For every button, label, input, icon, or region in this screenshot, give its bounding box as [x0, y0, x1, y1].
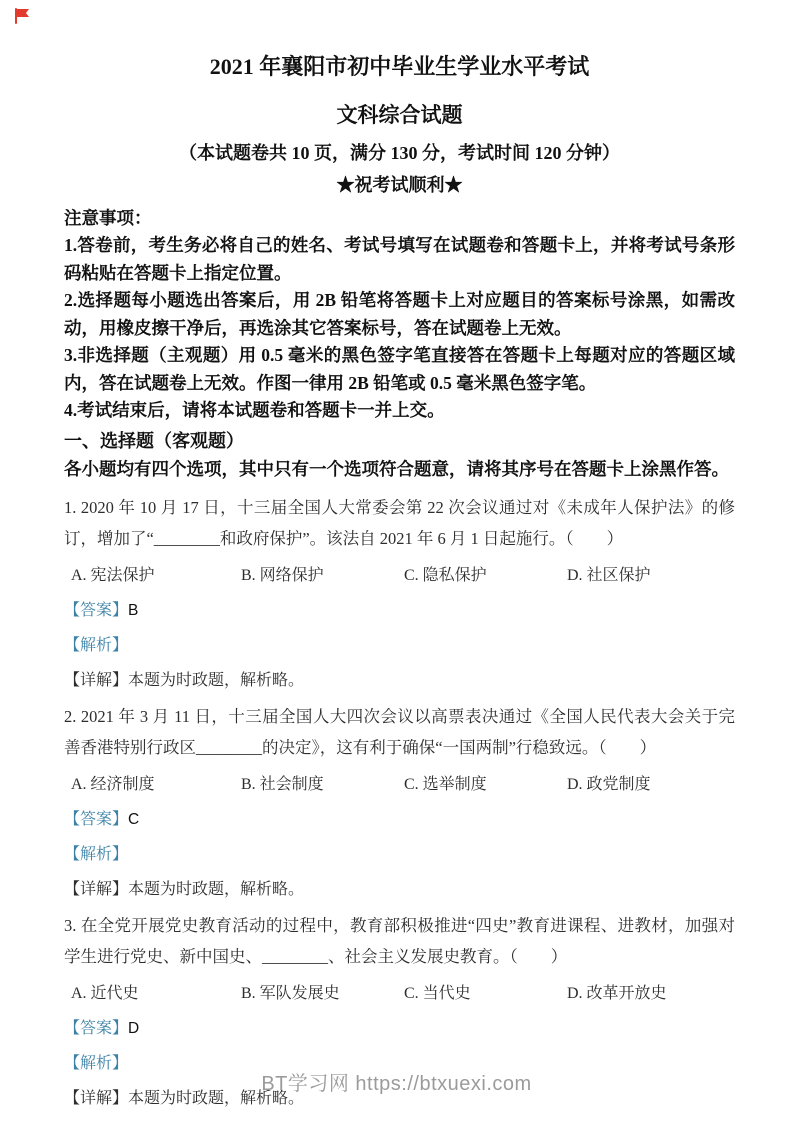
notice-item-1: 1.答卷前，考生务必将自己的姓名、考试号填写在试题卷和答题卡上，并将考试号条形码粘贴在答题卡上指定位置。 — [64, 235, 735, 283]
answer-label: 【答案】 — [64, 1019, 129, 1037]
notice-heading: 注意事项： — [64, 208, 152, 228]
option-b: B. 社会制度 — [241, 775, 324, 793]
question-2 — [64, 701, 735, 901]
notice-item-3: 3.非选择题（主观题）用 0.5 毫米的黑色签字笔直接答在答题卡上每题对应的答题区域内，答在试题卷上无效。作图一律用 2B 铅笔或 0.5 毫米黑色签字笔。 — [64, 345, 735, 393]
answer-row — [64, 809, 735, 831]
option-b: B. 网络保护 — [241, 566, 324, 584]
option-row — [71, 983, 735, 1005]
analysis-label: 【解析】 — [64, 1054, 129, 1072]
answer-value: D — [128, 1019, 140, 1037]
option-c: C. 当代史 — [404, 984, 471, 1002]
section-intro: 各小题均有四个选项，其中只有一个选项符合题意，请将其序号在答题卡上涂黑作答。 — [64, 458, 729, 479]
detail-row — [64, 670, 735, 692]
answer-value: B — [128, 601, 139, 619]
option-d: D. 改革开放史 — [567, 984, 667, 1002]
answer-row — [64, 1018, 735, 1040]
option-a: A. 宪法保护 — [71, 566, 155, 584]
exam-subtitle: 文科综合试题 — [336, 103, 463, 127]
notice-item-2: 2.选择题每小题选出答案后，用 2B 铅笔将答题卡上对应题目的答案标号涂黑，如需改动，用橡皮擦干净后，再选涂其它答案标号，答在试题卷上无效。 — [64, 290, 735, 338]
option-b: B. 军队发展史 — [241, 984, 340, 1002]
detail-value: 本题为时政题，解析略。 — [128, 1089, 305, 1107]
option-d: D. 社区保护 — [567, 566, 651, 584]
detail-label: 【详解】 — [64, 1089, 129, 1107]
analysis-label: 【解析】 — [64, 845, 129, 863]
answer-label: 【答案】 — [64, 810, 129, 828]
notice-item-4: 4.考试结束后，请将本试题卷和答题卡一并上交。 — [64, 400, 445, 420]
option-a: A. 近代史 — [71, 984, 139, 1002]
detail-label: 【详解】 — [64, 880, 129, 898]
exam-wish: ★祝考试顺利★ — [336, 175, 463, 195]
option-row — [71, 565, 735, 587]
question-1 — [64, 492, 735, 692]
exam-title: 2021 年襄阳市初中毕业生学业水平考试 — [209, 54, 590, 79]
analysis-row — [64, 635, 735, 657]
question-text: 3. 在全党开展党史教育活动的过程中，教育部积极推进“四史”教育进课程、进教材，加强对学生进行党史、新中国史、________、社会主义发展史教育。（ ） — [64, 915, 735, 966]
answer-row — [64, 600, 735, 622]
detail-row — [64, 879, 735, 901]
analysis-row — [64, 844, 735, 866]
option-d: D. 政党制度 — [567, 775, 651, 793]
red-flag-icon — [13, 7, 31, 25]
section-heading: 一、选择题（客观题） — [64, 430, 244, 451]
detail-value: 本题为时政题，解析略。 — [128, 880, 305, 898]
answer-label: 【答案】 — [64, 601, 129, 619]
watermark-text: BT学习网 https://btxuexi.com — [261, 1073, 532, 1095]
answer-value: C — [128, 810, 140, 828]
option-c: C. 隐私保护 — [404, 566, 487, 584]
detail-value: 本题为时政题，解析略。 — [128, 671, 305, 689]
question-text: 1. 2020 年 10 月 17 日，十三届全国人大常委会第 22 次会议通过对《未成年人保护法》的修订，增加了“________和政府保护”。该法自 2021 年 6 月 1 日起施行。（ ） — [64, 497, 735, 548]
option-row — [71, 774, 735, 796]
option-c: C. 选举制度 — [404, 775, 487, 793]
watermark-footer — [0, 1067, 793, 1096]
question-text: 2. 2021 年 3 月 11 日，十三届全国人大四次会议以高票表决通过《全国人民代表大会关于完善香港特别行政区________的决定》，这有利于确保“一国两制”行稳致远。（ ） — [64, 706, 735, 757]
detail-label: 【详解】 — [64, 671, 129, 689]
exam-meta: （本试题卷共 10 页，满分 130 分，考试时间 120 分钟） — [179, 143, 620, 163]
option-a: A. 经济制度 — [71, 775, 155, 793]
analysis-label: 【解析】 — [64, 636, 129, 654]
